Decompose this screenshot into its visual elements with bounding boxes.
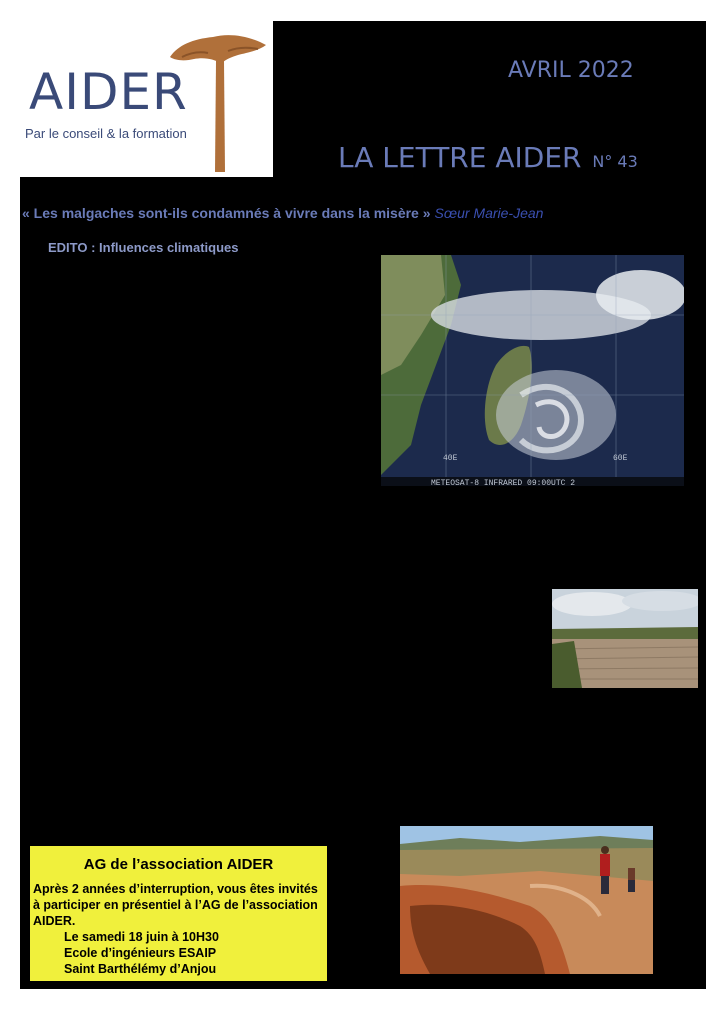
ag-city: Saint Barthélémy d’Anjou <box>64 962 217 976</box>
ag-date: Le samedi 18 juin à 10H30 <box>64 930 219 944</box>
satellite-caption-right: 60E <box>613 454 628 463</box>
ag-title: AG de l’association AIDER <box>83 856 274 873</box>
ag-text: Après 2 années d’interruption, vous êtes invités à participer en présentiel à l’AG de l’association AIDER. <box>33 882 318 928</box>
satellite-image <box>381 255 684 486</box>
ag-place: Ecole d’ingénieurs ESAIP <box>64 946 217 960</box>
quote-text: « Les malgaches sont-ils condamnés à vivre dans la misère » <box>22 205 431 221</box>
newsletter-title-text: LA LETTRE AIDER <box>338 141 582 174</box>
satellite-footer: METEOSAT-8 INFRARED 09:00UTC 2 <box>431 479 576 486</box>
aider-logo <box>20 21 273 177</box>
baobab-tree-icon <box>168 27 270 175</box>
logo-wordmark: AIDER <box>29 63 188 121</box>
field-photo <box>552 589 698 688</box>
satellite-caption-left: 40E <box>443 454 458 463</box>
newsletter-title <box>338 141 638 174</box>
issue-number: N° 43 <box>592 152 638 171</box>
quote-line <box>22 205 706 221</box>
erosion-photo <box>400 826 653 974</box>
edito-heading: EDITO : Influences climatiques <box>48 240 239 255</box>
ag-announcement <box>30 846 327 981</box>
ag-details <box>64 929 219 977</box>
quote-author: Sœur Marie-Jean <box>434 205 544 221</box>
issue-date: AVRIL 2022 <box>508 58 634 83</box>
logo-tagline: Par le conseil & la formation <box>25 126 187 141</box>
